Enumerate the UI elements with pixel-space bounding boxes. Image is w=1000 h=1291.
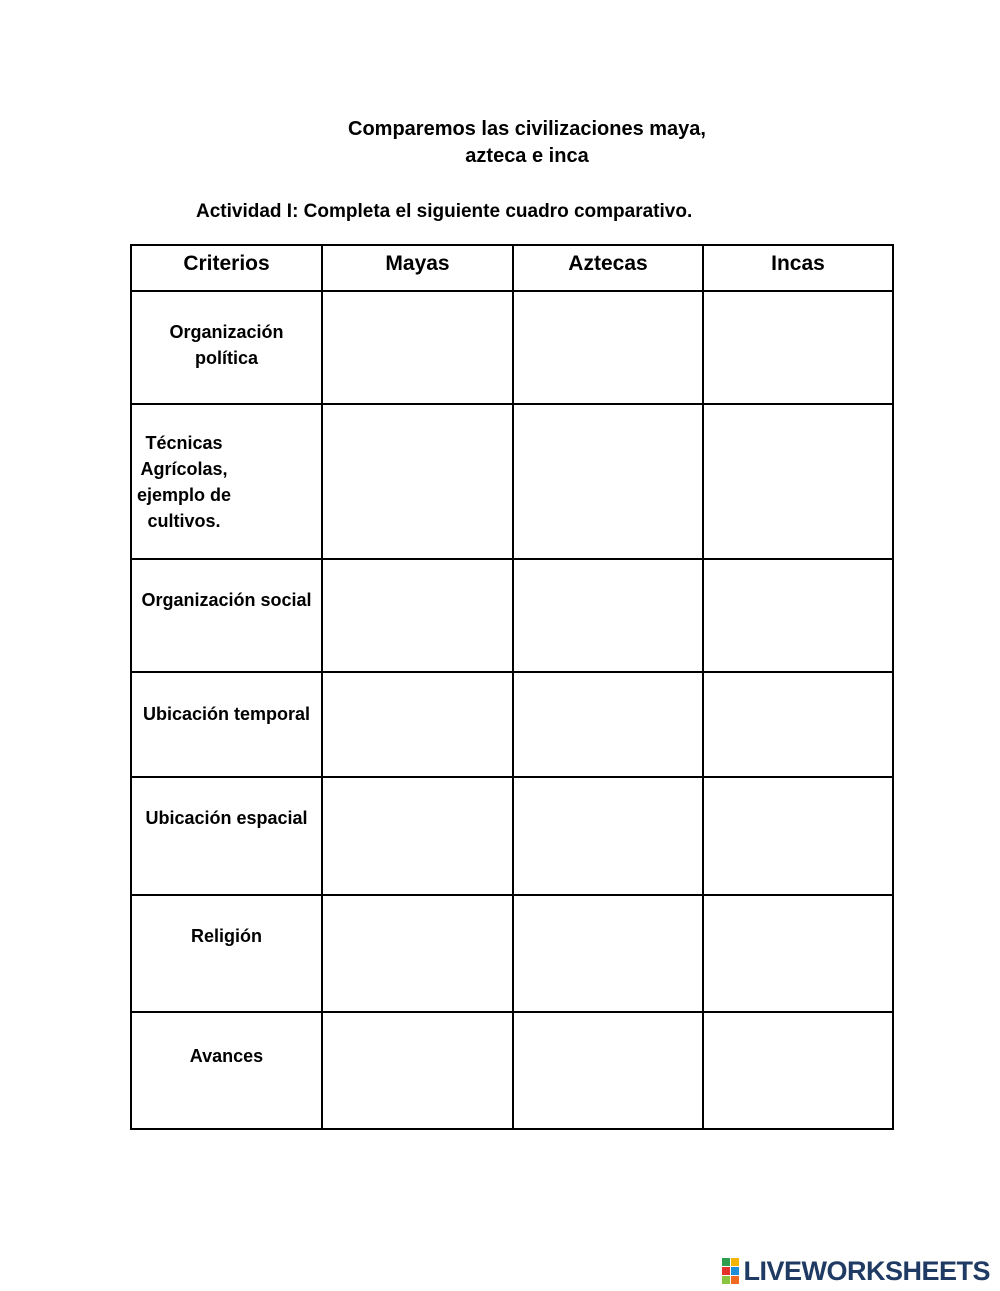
answer-cell-aztecas[interactable] [513,672,703,777]
logo-block [731,1258,739,1266]
criterion-cell [131,777,322,895]
criterion-cell [131,672,322,777]
logo-block [722,1276,730,1284]
answer-cell-mayas[interactable] [322,895,513,1012]
header-mayas: Mayas [322,245,513,291]
answer-cell-incas[interactable] [703,404,893,559]
answer-cell-mayas[interactable] [322,291,513,404]
criterion-cell [131,559,322,672]
answer-cell-mayas[interactable] [322,672,513,777]
answer-cell-aztecas[interactable] [513,895,703,1012]
criterion-cell [131,291,322,404]
title-line-1: Comparemos las civilizaciones maya, [348,118,706,140]
criterion-cell [131,1012,322,1129]
answer-cell-mayas[interactable] [322,404,513,559]
logo-block [731,1276,739,1284]
answer-cell-mayas[interactable] [322,1012,513,1129]
answer-cell-incas[interactable] [703,777,893,895]
table-row [131,895,893,1012]
header-aztecas: Aztecas [513,245,703,291]
answer-cell-aztecas[interactable] [513,291,703,404]
title-line-2: azteca e inca [465,145,589,167]
answer-cell-aztecas[interactable] [513,777,703,895]
liveworksheets-blocks-icon [722,1258,739,1284]
answer-cell-incas[interactable] [703,895,893,1012]
answer-cell-mayas[interactable] [322,777,513,895]
criterion-label: Avances [189,1046,264,1066]
table-row [131,404,893,559]
answer-cell-incas[interactable] [703,559,893,672]
answer-cell-aztecas[interactable] [513,559,703,672]
comparison-table [130,244,894,1130]
answer-cell-mayas[interactable] [322,559,513,672]
table-row [131,559,893,672]
answer-cell-aztecas[interactable] [513,404,703,559]
liveworksheets-logo[interactable] [722,1256,990,1286]
logo-block [731,1267,739,1275]
answer-cell-incas[interactable] [703,1012,893,1129]
table-row [131,672,893,777]
worksheet-title [327,116,727,170]
answer-cell-incas[interactable] [703,672,893,777]
criterion-label: Técnicas Agrícolas, ejemplo de cultivos. [136,433,232,531]
header-criterios: Criterios [131,245,322,291]
criterion-cell [131,895,322,1012]
table-row [131,1012,893,1129]
header-incas: Incas [703,245,893,291]
answer-cell-aztecas[interactable] [513,1012,703,1129]
activity-instruction: Actividad I: Completa el siguiente cuadro comparativo. [196,201,693,222]
criterion-label: Organización política [169,322,284,368]
logo-wordmark: LIVEWORKSHEETS [743,1255,990,1286]
criterion-cell [131,404,322,559]
criterion-label: Organización social [141,590,312,610]
table-row [131,777,893,895]
logo-block [722,1258,730,1266]
table-header-row [131,245,893,291]
criterion-label: Ubicación espacial [145,808,308,828]
table-row [131,291,893,404]
answer-cell-incas[interactable] [703,291,893,404]
criterion-label: Ubicación temporal [142,704,311,724]
criterion-label: Religión [191,926,262,946]
logo-block [722,1267,730,1275]
